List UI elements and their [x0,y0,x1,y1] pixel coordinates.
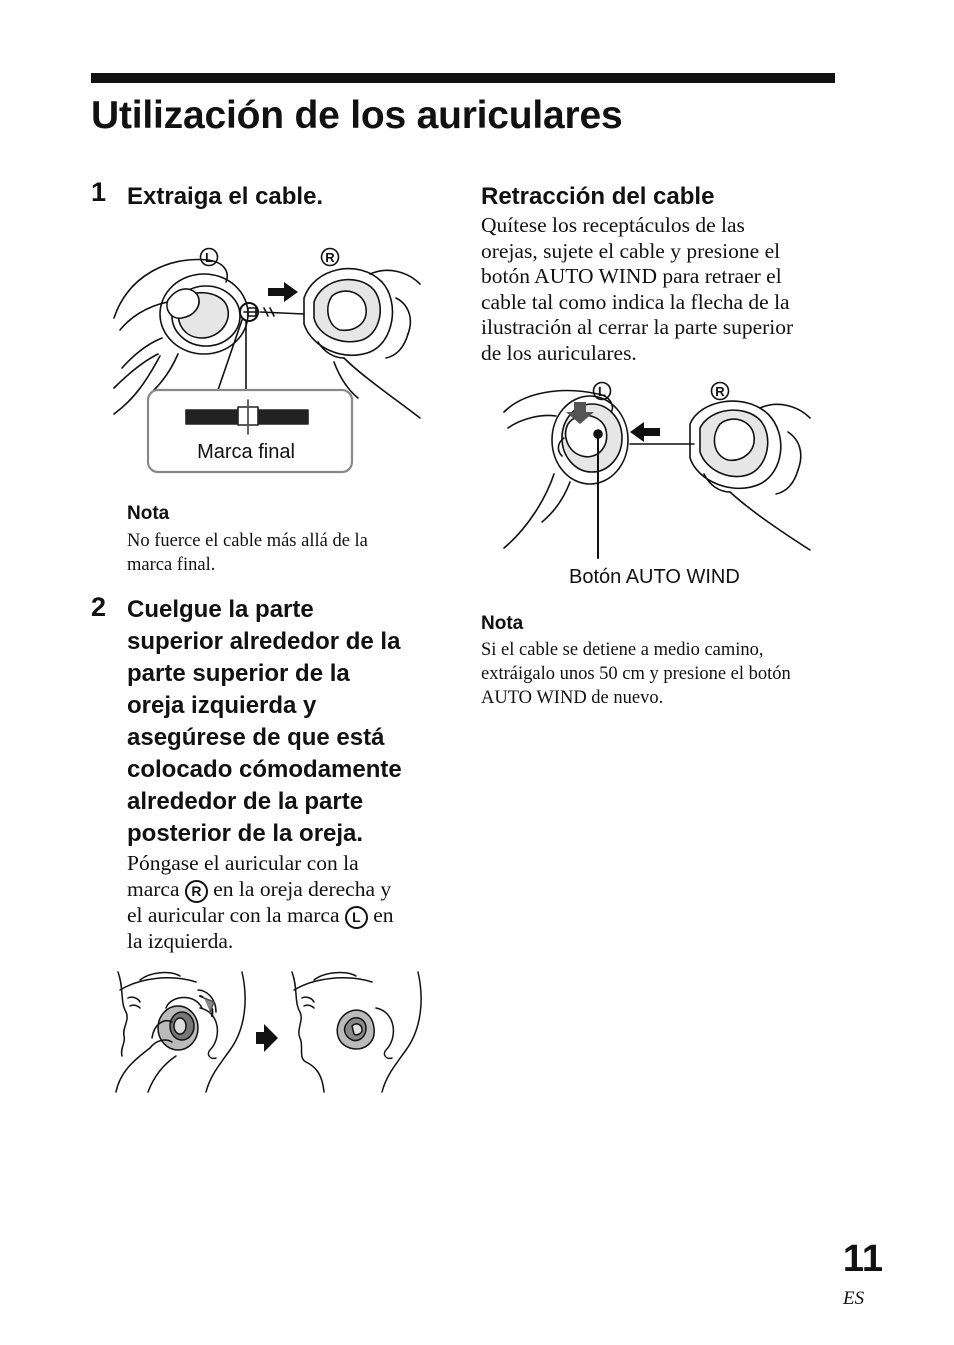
page-number: 11 [842,1238,883,1280]
language-code: ES [843,1288,865,1309]
wearing-illustration [110,968,430,1096]
step-1-note-title: Nota [127,503,170,524]
auto-wind-button-label: Botón AUTO WIND [569,566,740,588]
retraction-body: Quítese los receptáculos de las orejas, sujete el cable y presione el botón AUTO WIND para retraer el cable tal como indica la flecha de la ilustración al cerrar la parte superior de los auriculares. [481,213,794,365]
step-1-number: 1 [91,177,107,207]
step-2-number: 2 [91,592,107,622]
right-marker-label: R [715,384,725,399]
title-rule [91,73,835,83]
left-marker-icon: L [345,906,368,929]
right-marker-icon: R [185,880,208,903]
cable-extraction-illustration [108,238,426,478]
left-marker-label: L [598,384,606,399]
right-marker-label: R [325,250,335,265]
step-1-heading: Extraiga el cable. [127,183,324,210]
step-2-heading: Cuelgue la parte superior alrededor de la parte superior de la oreja izquierda y asegúrese de que está colocado cómodamente alrededor de la parte posterior de la oreja. [127,596,402,847]
retraction-heading: Retracción del cable [481,183,715,210]
cable-retraction-illustration [498,378,816,563]
step-2-body: Póngase el auricular con la marca R en la oreja derecha y el auricular con la marca L en la izquierda. [127,851,394,953]
left-marker-label: L [205,250,213,265]
end-mark-label: Marca final [197,441,295,463]
retraction-note-text: Si el cable se detiene a medio camino, extráigalo unos 50 cm y presione el botón AUTO WIND de nuevo. [481,640,791,708]
step-1-note-text: No fuerce el cable más allá de la marca final. [127,531,368,575]
page-title: Utilización de los auriculares [91,94,623,137]
retraction-note-title: Nota [481,613,524,634]
